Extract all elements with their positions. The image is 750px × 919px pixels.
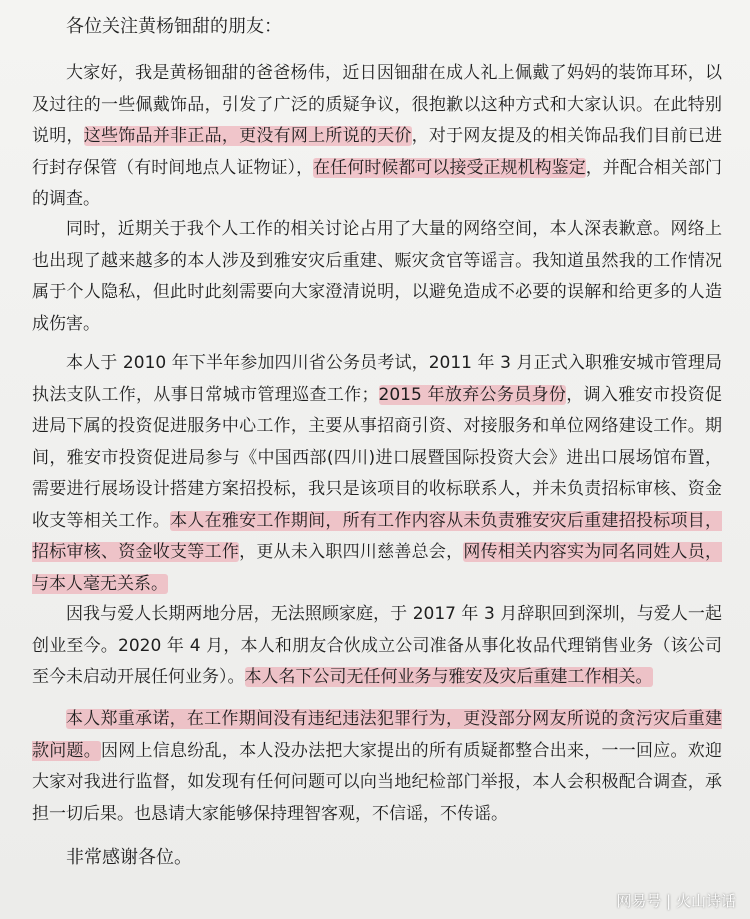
paragraph-3 [32,348,722,600]
highlighted-text: 在任何时候都可以接受正规机构鉴定 [313,157,586,178]
highlighted-text: 本人名下公司无任何业务与雅安及灾后重建工作相关。 [244,667,653,687]
paragraph-text: 本人于 2010 年下半年参加四川省公务员考试，2011 年 3 月正式入职雅安城市管理局执法支队工作，从事日常城市管理巡查工作； [32,353,722,405]
paragraph-1 [32,58,722,216]
highlighted-text: 这些饰品并非正品，更没有网上所说的天价 [83,126,412,146]
letter-closing: 非常感谢各位。 [66,847,192,868]
paragraph-text: 同时，近期关于我个人工作的相关讨论占用了大量的网络空间，本人深表歉意。网络上也出现了越来越多的本人涉及到雅安灾后重建、赈灾贪官等谣言。我知道虽然我的工作情况属于个人隐私，但此时此刻需要向大家澄清说明，以避免造成不必要的误解和给更多的人造成伤害。 [32,219,722,334]
paragraph-4 [32,599,722,694]
paragraph-5 [32,704,722,830]
paragraph-text: ，调入雅安市投资促进局下属的投资促进服务中心工作，主要从事招商引资、对接服务和单位网络建设工作。期间，雅安市投资促进局参与《中国西部(四川)进口展暨国际投资大会》进出口展场馆布置，需要进行展场设计搭建方案招投标，我只是该项目的收标联系人，并未负责招标审核、资金收支等相关工作。 [32,384,723,531]
paragraph-text: 因网上信息纷乱，本人没办法把大家提出的所有质疑都整合出来，一一回应。欢迎大家对我进行监督，如发现有任何问题可以向当地纪检部门举报，本人会积极配合调查，承担一切后果。也恳请大家能够保持理智客观，不信谣，不传谣。 [32,740,723,824]
paragraph-text: 因我与爱人长期两地分居，无法照顾家庭，于 2017 年 3 月辞职回到深圳，与爱人一起创业至今。2020 年 4 月，本人和朋友合伙成立公司准备从事化妆品代理销售业务（该公司至今未启动开展任何业务）。 [32,604,722,687]
highlighted-text: 2015 年放弃公务员身份 [378,384,567,405]
paragraph-text: ，并配合相关部门的调查。 [32,157,723,209]
paragraph-text: ，对于网友提及的相关饰品我们目前已进行封存保管（有时间地点人证物证）， [32,126,723,178]
highlighted-text: 本人郑重承诺，在工作期间没有违纪违法犯罪行为，更没部分网友所说的贪污灾后重建款问题。 [32,709,722,761]
highlighted-text: 本人在雅安工作期间，所有工作内容从未负责雅安灾后重建招投标项目，招标审核、资金收支等工作 [32,510,723,562]
paragraph-text: 大家好，我是黄杨钿甜的爸爸杨伟，近日因钿甜在成人礼上佩戴了妈妈的装饰耳环，以及过往的一些佩戴饰品，引发了广泛的质疑争议，很抱歉以这种方式和大家认识。在此特别说明， [32,63,722,146]
paragraph-text: ，更从未入职四川慈善总会， [239,542,464,562]
paragraph-2 [32,214,722,340]
highlighted-text: 网传相关内容实为同名同姓人员，与本人毫无关系。 [32,542,723,594]
letter-greeting: 各位关注黄杨钿甜的朋友： [66,16,282,37]
watermark: 网易号 | 火山诗话 [616,892,736,910]
